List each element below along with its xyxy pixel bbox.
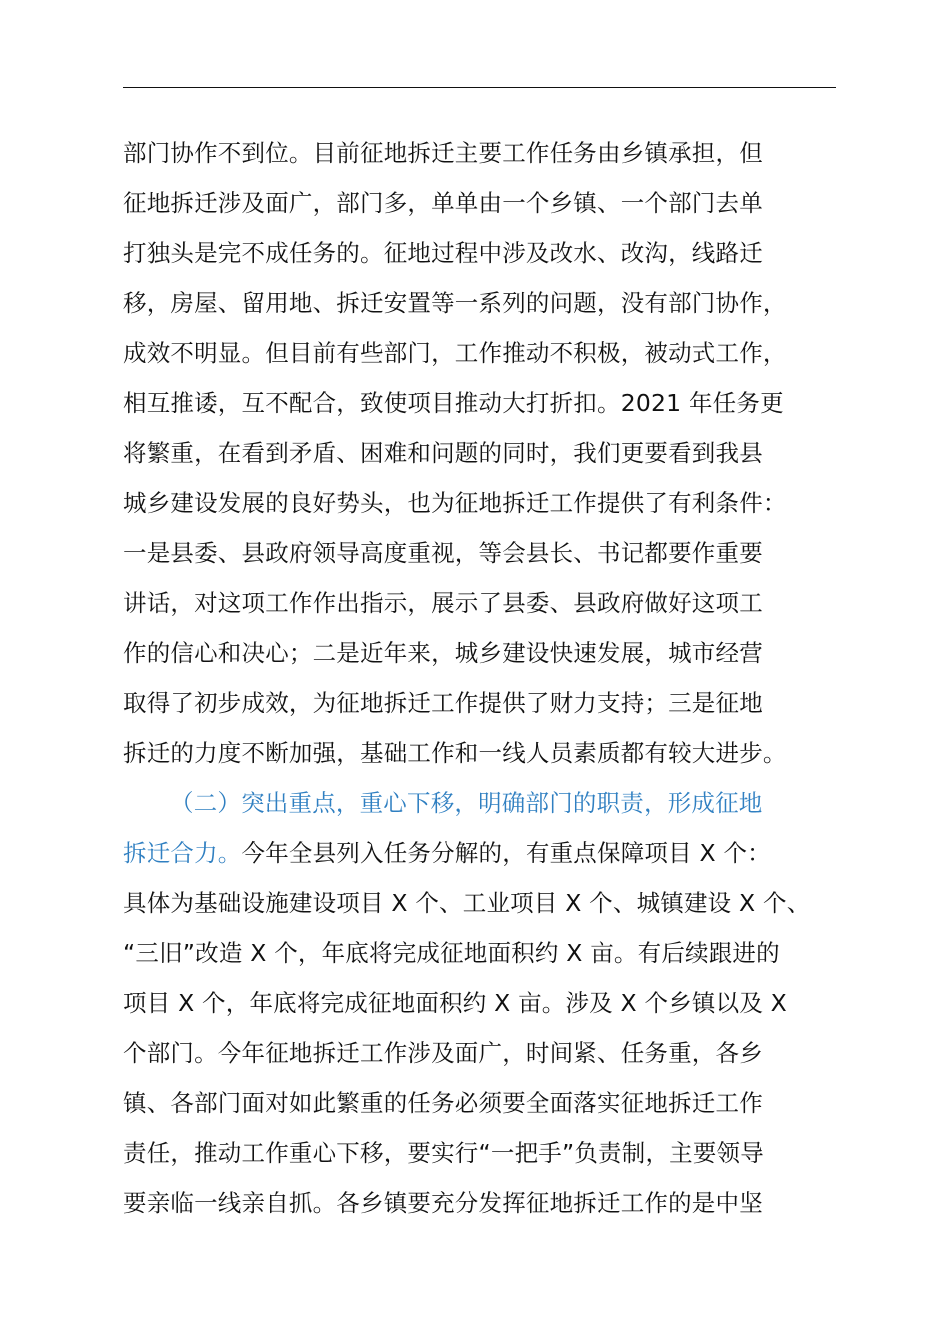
paragraph-line: 打独头是完不成任务的。征地过程中涉及改水、改沟，线路迁 <box>123 239 763 267</box>
paragraph-line: 取得了初步成效，为征地拆迁工作提供了财力支持；三是征地 <box>123 689 763 717</box>
paragraph-line: 个部门。今年征地拆迁工作涉及面广，时间紧、任务重，各乡 <box>123 1039 763 1067</box>
paragraph-line: 拆迁的力度不断加强，基础工作和一线人员素质都有较大进步。 <box>123 739 787 767</box>
paragraph-text: 今年全县列入任务分解的，有重点保障项目 X 个： <box>241 839 771 867</box>
paragraph-line: 作的信心和决心；二是近年来，城乡建设快速发展，城市经营 <box>123 639 763 667</box>
paragraph-line: 移，房屋、留用地、拆迁安置等一系列的问题，没有部门协作， <box>123 289 787 317</box>
paragraph-line: 讲话，对这项工作作出指示，展示了县委、县政府做好这项工 <box>123 589 763 617</box>
paragraph-line: 将繁重，在看到矛盾、困难和问题的同时，我们更要看到我县 <box>123 439 763 467</box>
paragraph-line: 城乡建设发展的良好势头，也为征地拆迁工作提供了有利条件： <box>123 489 787 517</box>
paragraph-line: “三旧”改造 X 个，年底将完成征地面积约 X 亩。有后续跟进的 <box>123 939 780 967</box>
header-rule <box>123 87 836 88</box>
section-heading-end: 拆迁合力。 <box>123 839 242 867</box>
paragraph-line: 责任，推动工作重心下移，要实行“一把手”负责制，主要领导 <box>123 1139 764 1167</box>
paragraph-line: 成效不明显。但目前有些部门，工作推动不积极，被动式工作， <box>123 339 787 367</box>
section-heading-continuation <box>123 828 843 878</box>
paragraph-line: 一是县委、县政府领导高度重视，等会县长、书记都要作重要 <box>123 539 763 567</box>
paragraph-line: 项目 X 个，年底将完成征地面积约 X 亩。涉及 X 个乡镇以及 X <box>123 989 787 1017</box>
paragraph-line: 具体为基础设施建设项目 X 个、工业项目 X 个、城镇建设 X 个、 <box>123 889 811 917</box>
paragraph-line: 征地拆迁涉及面广，部门多，单单由一个乡镇、一个部门去单 <box>123 189 763 217</box>
paragraph-line: 要亲临一线亲自抓。各乡镇要充分发挥征地拆迁工作的是中坚 <box>123 1189 763 1217</box>
paragraph-line: 相互推诿，互不配合，致使项目推动大打折扣。2021 年任务更 <box>123 389 784 417</box>
body-text <box>123 128 843 1228</box>
section-heading: （二）突出重点，重心下移，明确部门的职责，形成征地 <box>170 789 763 817</box>
paragraph-line: 镇、各部门面对如此繁重的任务必须要全面落实征地拆迁工作 <box>123 1089 763 1117</box>
paragraph-line: 部门协作不到位。目前征地拆迁主要工作任务由乡镇承担，但 <box>123 139 763 167</box>
